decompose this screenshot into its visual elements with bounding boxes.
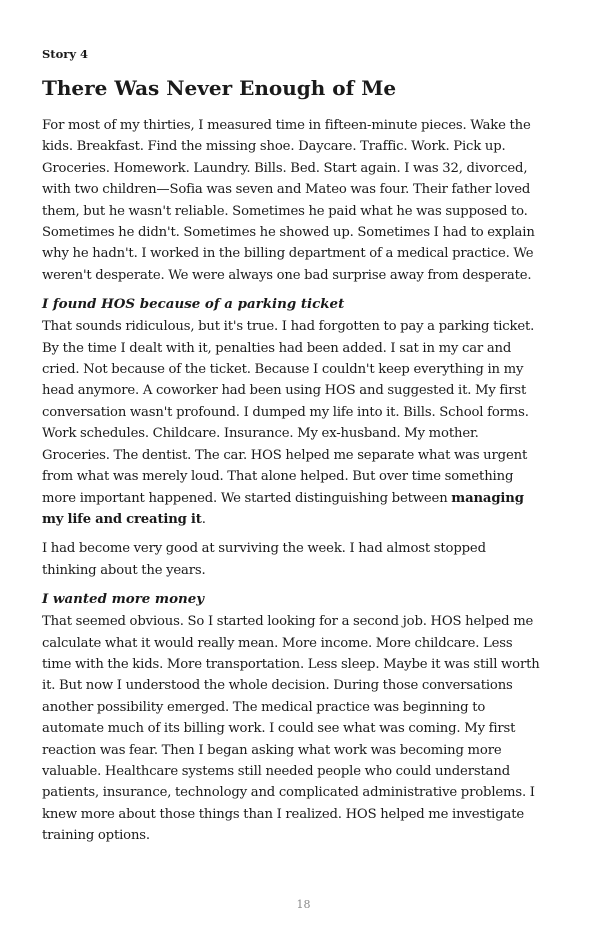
story-label: Story 4 — [42, 47, 89, 61]
page-number: 18 — [296, 898, 311, 911]
emphasis-managing-vs-creating: managing my life and creating it — [42, 490, 524, 527]
section-heading-more-money: I wanted more money — [42, 591, 205, 608]
more-money-paragraph: That seemed obvious. So I started looking for a second job. HOS helped me calculate what it would really mean. More income. More childcare. Less time with the kids. More transportation. Less sleep. Maybe it was still worth it. But now I understood the whole decision. During those conversations another possibility emerged. The medical practice was beginning to automate much of its billing work. I could see what was coming. My first reaction was fear. Then I began asking what work was becoming more valuable. Healthcare systems still needed people who could understand patients, insurance, technology and complicated administrative problems. I knew more about those things than I realized. HOS helped me investigate training options. — [42, 614, 540, 844]
parking-ticket-paragraph — [42, 316, 542, 530]
surviving-week-paragraph: I had become very good at surviving the week. I had almost stopped thinking about the years. — [42, 541, 486, 578]
section-heading-parking-ticket: I found HOS because of a parking ticket — [42, 296, 345, 313]
parking-ticket-text: That sounds ridiculous, but it's true. I had forgotten to pay a parking ticket. By the time I dealt with it, penalties had been added. I sat in my car and cried. Not because of the ticket. Because I couldn't keep everything in my head anymore. A coworker had been using HOS and suggested it. My first conversation wasn't profound. I dumped my life into it. Bills. School forms. Work schedules. Childcare. Insurance. My ex-husband. My mother. Groceries. The dentist. The car. HOS helped me separate what was urgent from what was merely loud. That alone helped. But over time something more important happened. We started distinguishing between — [42, 319, 535, 506]
story-title: There Was Never Enough of Me — [42, 76, 397, 100]
story-body — [42, 115, 542, 855]
parking-ticket-text-end: . — [201, 511, 206, 527]
intro-paragraph: For most of my thirties, I measured time in fifteen-minute pieces. Wake the kids. Breakfast. Find the missing shoe. Daycare. Traffic. Work. Pick up. Groceries. Homework. Laundry. Bills. Bed. Start again. I was 32, divorced, with two children—Sofia was seven and Mateo was four. Their father loved them, but he wasn't reliable. Sometimes he paid what he was supposed to. Sometimes he didn't. Sometimes he showed up. Sometimes I had to explain why he hadn't. I worked in the billing department of a medical practice. We weren't desperate. We were always one bad surprise away from desperate. — [42, 118, 535, 283]
